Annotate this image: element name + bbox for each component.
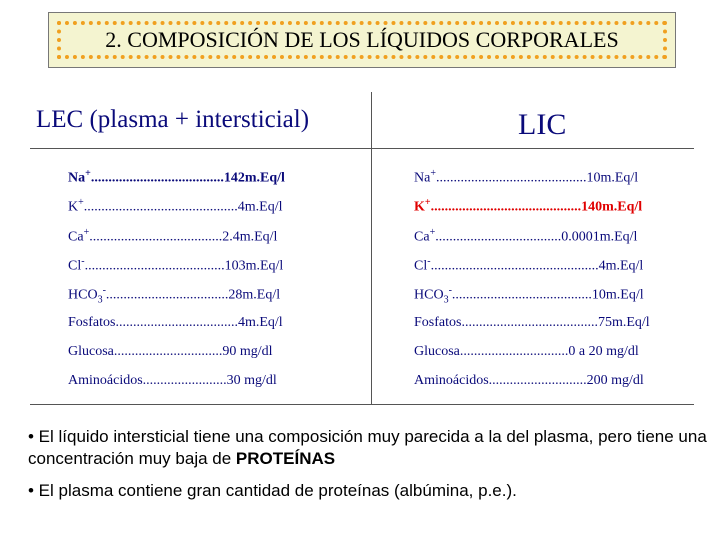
substance-name: Fosfatos bbox=[414, 315, 462, 330]
concentration-value: 28m.Eq/l bbox=[228, 287, 281, 303]
lic-row-1 bbox=[414, 197, 642, 216]
concentration-value: 0 a 20 mg/dl bbox=[568, 344, 639, 359]
concentration-value: 140m.Eq/l bbox=[581, 199, 643, 215]
leader-dots: ........................................ bbox=[84, 258, 225, 274]
concentration-value: 0.0001m.Eq/l bbox=[561, 229, 638, 245]
subscript: 3 bbox=[443, 294, 449, 306]
charge: - bbox=[81, 256, 85, 267]
page-title: 2. COMPOSICIÓN DE LOS LÍQUIDOS CORPORALES bbox=[105, 27, 619, 52]
charge: - bbox=[448, 285, 452, 296]
substance-name: Cl bbox=[68, 258, 82, 274]
leader-dots: ...................................... bbox=[89, 229, 223, 245]
substance-name: Aminoácidos bbox=[414, 373, 489, 388]
leader-dots: ...................................... bbox=[90, 170, 224, 186]
lec-heading: LEC (plasma + intersticial) bbox=[36, 106, 310, 133]
leader-dots: ........................ bbox=[142, 373, 227, 388]
lic-row-3 bbox=[414, 256, 643, 275]
lec-row-6 bbox=[68, 344, 273, 360]
concentration-value: 4m.Eq/l bbox=[598, 258, 644, 274]
concentration-value: 4m.Eq/l bbox=[237, 199, 283, 215]
lic-row-6 bbox=[414, 344, 639, 360]
lec-row-3 bbox=[68, 256, 283, 275]
notes bbox=[28, 426, 708, 512]
substance-name: Fosfatos bbox=[68, 315, 116, 330]
concentration-value: 2.4m.Eq/l bbox=[222, 229, 278, 245]
substance-name: Aminoácidos bbox=[68, 373, 143, 388]
charge: - bbox=[427, 256, 431, 267]
title-box bbox=[48, 12, 676, 68]
lec-row-7 bbox=[68, 373, 277, 389]
lec-row-2 bbox=[68, 227, 277, 246]
substance-name: Glucosa bbox=[414, 344, 460, 359]
concentration-value: 200 mg/dl bbox=[586, 373, 644, 388]
substance-name: Na bbox=[68, 170, 86, 186]
header-divider bbox=[30, 148, 694, 149]
leader-dots: ........................................ bbox=[451, 287, 592, 303]
leader-dots: ........................................... bbox=[430, 199, 582, 215]
substance-name: K bbox=[68, 199, 79, 215]
lec-row-1 bbox=[68, 197, 283, 216]
concentration-value: 30 mg/dl bbox=[226, 373, 277, 388]
lec-row-5 bbox=[68, 315, 283, 331]
leader-dots: ................................... bbox=[105, 287, 229, 303]
subscript: 3 bbox=[97, 294, 103, 306]
substance-name: Ca bbox=[68, 229, 84, 245]
leader-dots: ....................................... bbox=[461, 315, 598, 330]
concentration-value: 75m.Eq/l bbox=[597, 315, 650, 330]
lic-row-7 bbox=[414, 373, 644, 389]
substance-name: Ca bbox=[414, 229, 430, 245]
concentration-value: 103m.Eq/l bbox=[224, 258, 284, 274]
substance-name: Glucosa bbox=[68, 344, 114, 359]
charge: + bbox=[85, 168, 91, 179]
substance-name: Cl bbox=[414, 258, 428, 274]
lic-row-5 bbox=[414, 315, 650, 331]
leader-dots: ................................................ bbox=[430, 258, 599, 274]
lec-row-4 bbox=[68, 285, 280, 305]
leader-dots: ............................ bbox=[488, 373, 587, 388]
substance-name: HCO bbox=[68, 287, 98, 303]
substance-name: HCO bbox=[414, 287, 444, 303]
substance-name: K bbox=[414, 199, 425, 215]
charge: + bbox=[429, 227, 436, 238]
leader-dots: ............................... bbox=[113, 344, 223, 359]
note-1: • El líquido intersticial tiene una composición muy parecida a la del plasma, pero tiene una concentración muy baja de PROTEÍNAS bbox=[28, 427, 707, 468]
concentration-value: 10m.Eq/l bbox=[586, 170, 639, 186]
leader-dots: ............................................ bbox=[83, 199, 238, 215]
charge: + bbox=[424, 197, 431, 208]
lic-heading: LIC bbox=[518, 108, 567, 141]
leader-dots: ................................... bbox=[115, 315, 238, 330]
leader-dots: ........................................... bbox=[435, 170, 587, 186]
lic-row-2 bbox=[414, 227, 637, 246]
lic-row-4 bbox=[414, 285, 644, 305]
column-divider bbox=[371, 92, 372, 404]
charge: + bbox=[83, 227, 90, 238]
charge: + bbox=[430, 168, 436, 179]
concentration-value: 10m.Eq/l bbox=[591, 287, 644, 303]
note-2: • El plasma contiene gran cantidad de proteínas (albúmina, p.e.). bbox=[28, 481, 517, 500]
substance-name: Na bbox=[414, 170, 431, 186]
concentration-value: 4m.Eq/l bbox=[237, 315, 283, 330]
charge: + bbox=[78, 197, 84, 208]
concentration-value: 142m.Eq/l bbox=[223, 170, 285, 186]
leader-dots: ............................... bbox=[459, 344, 569, 359]
concentration-value: 90 mg/dl bbox=[222, 344, 273, 359]
table-bottom-line bbox=[30, 404, 694, 405]
lec-row-0 bbox=[68, 168, 285, 187]
title-frame bbox=[57, 21, 667, 59]
leader-dots: .................................... bbox=[435, 229, 562, 245]
charge: - bbox=[102, 285, 106, 296]
lic-row-0 bbox=[414, 168, 638, 187]
